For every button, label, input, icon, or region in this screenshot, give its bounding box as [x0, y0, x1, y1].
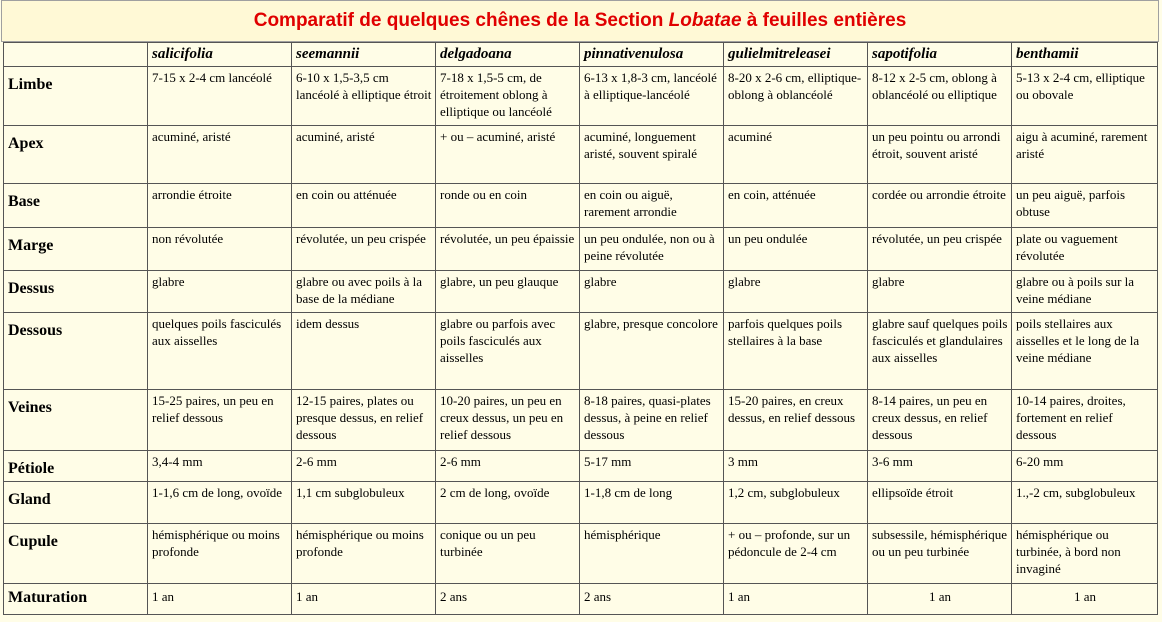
table-cell: 12-15 paires, plates ou presque dessus, en relief dessous	[292, 390, 436, 451]
table-cell: 1-1,6 cm de long, ovoïde	[148, 482, 292, 524]
table-cell: 2-6 mm	[292, 451, 436, 482]
row-header: Veines	[4, 390, 148, 451]
table-cell: révolutée, un peu crispée	[292, 228, 436, 271]
table-cell: 3 mm	[724, 451, 868, 482]
column-header: sapotifolia	[868, 43, 1012, 67]
table-cell: 1 an	[148, 584, 292, 615]
table-cell: 8-20 x 2-6 cm, elliptique-oblong à oblancéolé	[724, 67, 868, 126]
table-cell: 1,1 cm subglobuleux	[292, 482, 436, 524]
table-cell: hémisphérique	[580, 524, 724, 584]
table-cell: 1 an	[1012, 584, 1158, 615]
table-cell: subsessile, hémisphérique ou un peu turbinée	[868, 524, 1012, 584]
comparison-table	[3, 42, 1158, 615]
table-cell: quelques poils fasciculés aux aisselles	[148, 313, 292, 390]
table-cell: 15-25 paires, un peu en relief dessous	[148, 390, 292, 451]
table-cell: acuminé	[724, 126, 868, 184]
table-cell: 15-20 paires, en creux dessus, en relief dessous	[724, 390, 868, 451]
table-cell: révolutée, un peu crispée	[868, 228, 1012, 271]
table-cell: 5-13 x 2-4 cm, elliptique ou obovale	[1012, 67, 1158, 126]
column-header: benthamii	[1012, 43, 1158, 67]
row-header: Cupule	[4, 524, 148, 584]
table-cell: 1 an	[868, 584, 1012, 615]
table-cell: 5-17 mm	[580, 451, 724, 482]
table-row	[4, 313, 1158, 390]
table-cell: un peu ondulée	[724, 228, 868, 271]
table-cell: ronde ou en coin	[436, 184, 580, 228]
title-italic: Lobatae	[668, 10, 742, 31]
row-header: Limbe	[4, 67, 148, 126]
row-header: Pétiole	[4, 451, 148, 482]
table-cell: 1-1,8 cm de long	[580, 482, 724, 524]
title-suffix: à feuilles entières	[741, 10, 907, 31]
header-row	[4, 43, 1158, 67]
table-cell: non révolutée	[148, 228, 292, 271]
table-cell: 6-13 x 1,8-3 cm, lancéolé à elliptique-lancéolé	[580, 67, 724, 126]
row-header: Gland	[4, 482, 148, 524]
table-cell: glabre, presque concolore	[580, 313, 724, 390]
table-cell: 1 an	[292, 584, 436, 615]
table-cell: acuminé, aristé	[148, 126, 292, 184]
column-header: pinnativenulosa	[580, 43, 724, 67]
table-cell: acuminé, aristé	[292, 126, 436, 184]
table-row	[4, 271, 1158, 313]
table-cell: 2-6 mm	[436, 451, 580, 482]
table-cell: 1 an	[724, 584, 868, 615]
table-cell: 10-14 paires, droites, fortement en relief dessous	[1012, 390, 1158, 451]
table-row	[4, 184, 1158, 228]
table-cell: 8-12 x 2-5 cm, oblong à oblancéolé ou elliptique	[868, 67, 1012, 126]
row-header: Base	[4, 184, 148, 228]
table-row	[4, 228, 1158, 271]
table-cell: arrondie étroite	[148, 184, 292, 228]
row-header: Dessous	[4, 313, 148, 390]
column-header: delgadoana	[436, 43, 580, 67]
table-cell: 6-10 x 1,5-3,5 cm lancéolé à elliptique étroit	[292, 67, 436, 126]
table-cell: hémisphérique ou turbinée, à bord non invaginé	[1012, 524, 1158, 584]
table-cell: un peu ondulée, non ou à peine révolutée	[580, 228, 724, 271]
table-cell: 6-20 mm	[1012, 451, 1158, 482]
table-cell: 7-18 x 1,5-5 cm, de étroitement oblong à elliptique ou lancéolé	[436, 67, 580, 126]
row-header: Apex	[4, 126, 148, 184]
table-cell: glabre sauf quelques poils fasciculés et glandulaires aux aisselles	[868, 313, 1012, 390]
table-cell: un peu pointu ou arrondi étroit, souvent aristé	[868, 126, 1012, 184]
table-cell: cordée ou arrondie étroite	[868, 184, 1012, 228]
row-header: Marge	[4, 228, 148, 271]
table-row	[4, 67, 1158, 126]
table-row	[4, 524, 1158, 584]
table-cell: glabre ou à poils sur la veine médiane	[1012, 271, 1158, 313]
column-header: gulielmitreleasei	[724, 43, 868, 67]
table-cell: aigu à acuminé, rarement aristé	[1012, 126, 1158, 184]
table-cell: glabre	[148, 271, 292, 313]
table-cell: 3-6 mm	[868, 451, 1012, 482]
table-row	[4, 451, 1158, 482]
table-cell: 2 ans	[436, 584, 580, 615]
column-header: salicifolia	[148, 43, 292, 67]
table-cell: hémisphérique ou moins profonde	[148, 524, 292, 584]
table-row	[4, 584, 1158, 615]
table-row	[4, 482, 1158, 524]
table-row	[4, 126, 1158, 184]
table-cell: acuminé, longuement aristé, souvent spiralé	[580, 126, 724, 184]
table-cell: 1.,-2 cm, subglobuleux	[1012, 482, 1158, 524]
table-cell: 8-14 paires, un peu en creux dessus, en relief dessous	[868, 390, 1012, 451]
table-cell: 8-18 paires, quasi-plates dessus, à peine en relief dessous	[580, 390, 724, 451]
table-cell: conique ou un peu turbinée	[436, 524, 580, 584]
page-title	[1, 0, 1159, 42]
table-cell: glabre ou parfois avec poils fasciculés aux aisselles	[436, 313, 580, 390]
corner-cell	[4, 43, 148, 67]
column-header: seemannii	[292, 43, 436, 67]
table-cell: 10-20 paires, un peu en creux dessus, un peu en relief dessous	[436, 390, 580, 451]
table-cell: en coin ou atténuée	[292, 184, 436, 228]
table-cell: 3,4-4 mm	[148, 451, 292, 482]
table-row	[4, 390, 1158, 451]
table-cell: 2 cm de long, ovoïde	[436, 482, 580, 524]
table-cell: plate ou vaguement révolutée	[1012, 228, 1158, 271]
table-cell: révolutée, un peu épaissie	[436, 228, 580, 271]
row-header: Maturation	[4, 584, 148, 615]
table-cell: glabre	[724, 271, 868, 313]
table-cell: glabre, un peu glauque	[436, 271, 580, 313]
table-cell: en coin ou aiguë, rarement arrondie	[580, 184, 724, 228]
table-cell: 2 ans	[580, 584, 724, 615]
row-header: Dessus	[4, 271, 148, 313]
table-cell: 7-15 x 2-4 cm lancéolé	[148, 67, 292, 126]
table-cell: parfois quelques poils stellaires à la base	[724, 313, 868, 390]
table-cell: un peu aiguë, parfois obtuse	[1012, 184, 1158, 228]
table-cell: glabre ou avec poils à la base de la médiane	[292, 271, 436, 313]
table-cell: glabre	[580, 271, 724, 313]
table-cell: + ou – acuminé, aristé	[436, 126, 580, 184]
table-cell: idem dessus	[292, 313, 436, 390]
table-cell: + ou – profonde, sur un pédoncule de 2-4 cm	[724, 524, 868, 584]
title-prefix: Comparatif de quelques chênes de la Section	[253, 10, 669, 31]
table-cell: poils stellaires aux aisselles et le long de la veine médiane	[1012, 313, 1158, 390]
table-cell: hémisphérique ou moins profonde	[292, 524, 436, 584]
table-cell: glabre	[868, 271, 1012, 313]
table-cell: ellipsoïde étroit	[868, 482, 1012, 524]
table-cell: en coin, atténuée	[724, 184, 868, 228]
table-cell: 1,2 cm, subglobuleux	[724, 482, 868, 524]
